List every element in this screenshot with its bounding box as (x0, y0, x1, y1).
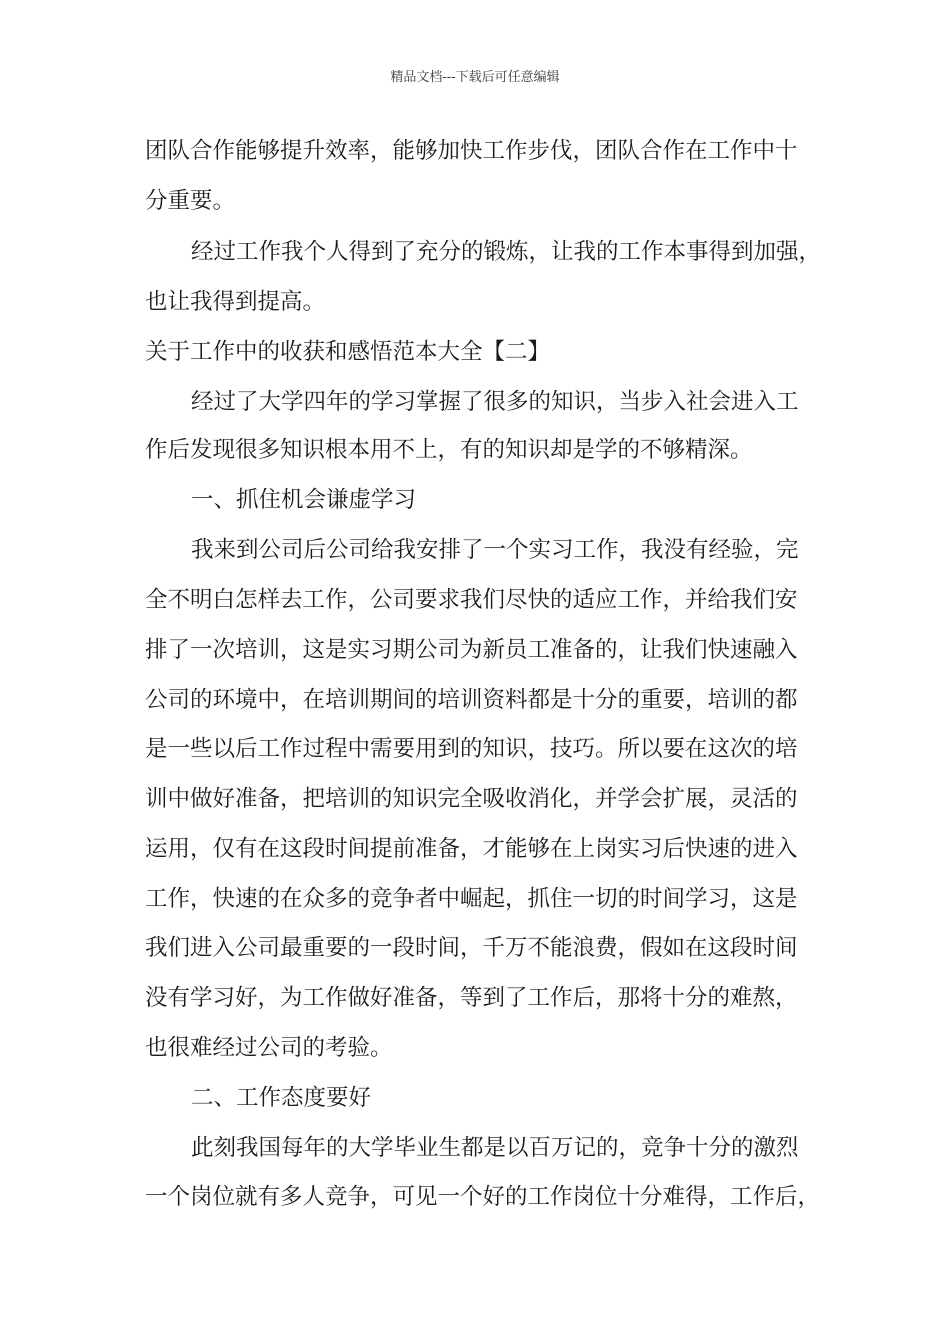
text-line: 团队合作能够提升效率，能够加快工作步伐，团队合作在工作中十 (145, 138, 798, 164)
text-line: 训中做好准备，把培训的知识完全吸收消化，并学会扩展，灵活的 (145, 786, 798, 812)
subheading: 二、工作态度要好 (191, 1085, 372, 1111)
text-line: 是一些以后工作过程中需要用到的知识，技巧。所以要在这次的培 (145, 736, 798, 762)
subheading: 一、抓住机会谦虚学习 (191, 487, 417, 513)
text-line: 工作，快速的在众多的竞争者中崛起，抓住一切的时间学习，这是 (145, 886, 798, 912)
text-line: 我来到公司后公司给我安排了一个实习工作，我没有经验，完 (191, 537, 799, 563)
text-line: 也让我得到提高。 (145, 289, 326, 315)
text-line: 排了一次培训，这是实习期公司为新员工准备的，让我们快速融入 (145, 637, 798, 663)
text-line: 经过了大学四年的学习掌握了很多的知识，当步入社会进入工 (191, 389, 799, 415)
section-heading: 关于工作中的收获和感悟范本大全【二】 (145, 339, 551, 365)
page-header: 精品文档---下载后可任意编辑 (390, 70, 560, 85)
text-line: 全不明白怎样去工作，公司要求我们尽快的适应工作，并给我们安 (145, 587, 798, 613)
text-line: 公司的环境中，在培训期间的培训资料都是十分的重要，培训的都 (145, 687, 798, 713)
text-line: 也很难经过公司的考验。 (145, 1035, 393, 1061)
text-line: 作后发现很多知识根本用不上，有的知识却是学的不够精深。 (145, 437, 753, 463)
text-line: 运用，仅有在这段时间提前准备，才能够在上岗实习后快速的进入 (145, 836, 798, 862)
text-line: 没有学习好，为工作做好准备，等到了工作后，那将十分的难熬， (145, 985, 798, 1011)
text-line: 分重要。 (145, 188, 236, 214)
text-line: 一个岗位就有多人竞争，可见一个好的工作岗位十分难得，工作后， (145, 1184, 821, 1210)
text-line: 我们进入公司最重要的一段时间，千万不能浪费，假如在这段时间 (145, 935, 798, 961)
text-line: 经过工作我个人得到了充分的锻炼，让我的工作本事得到加强， (191, 239, 822, 265)
text-line: 此刻我国每年的大学毕业生都是以百万记的，竞争十分的激烈 (191, 1135, 799, 1161)
